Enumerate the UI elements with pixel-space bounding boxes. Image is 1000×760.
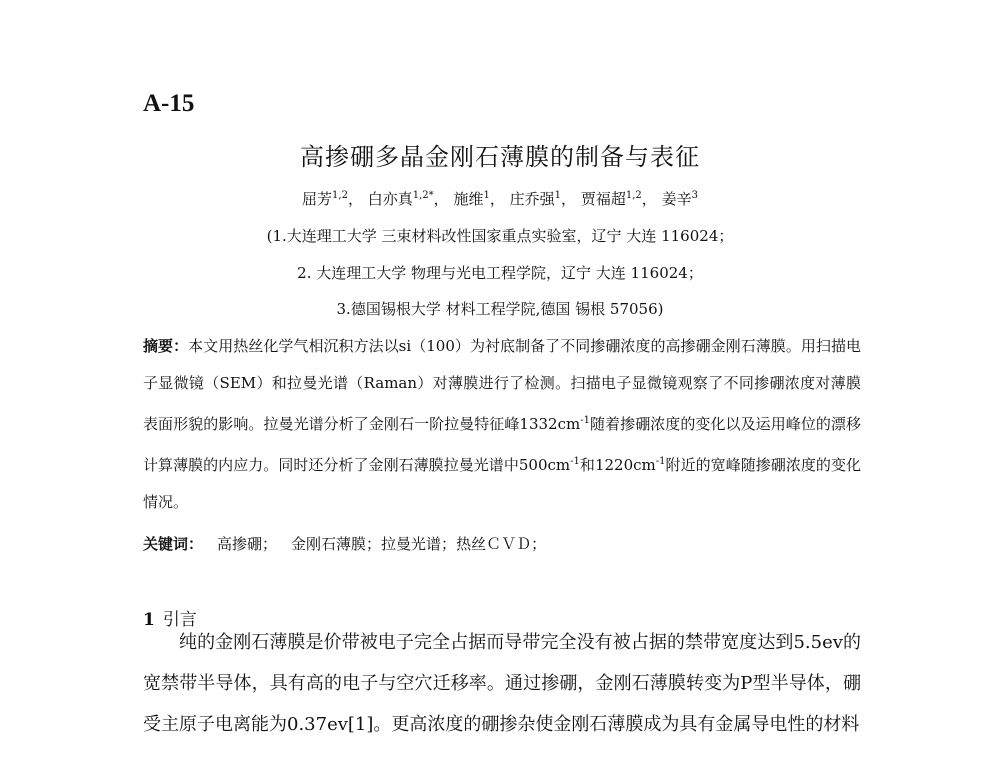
author-name: 白亦真 xyxy=(367,190,413,208)
author: 白亦真$^{1,2*}$， xyxy=(367,190,449,208)
body-paragraph: 纯的金刚石薄膜是价带被电子完全占据而导带完全没有被占据的禁带宽度达到5.5ev的宽禁带半导体，具有高的电子与空穴迁移率。通过掺硼，金刚石薄膜转变为P型半导体，硼受主原子电离能为0.37ev[1]。更高浓度的硼掺杂使金刚石薄膜成为具有金属导电性的材料 xyxy=(143,632,861,735)
author: 施维$^1$， xyxy=(453,190,505,208)
abstract-text: 附近的宽峰随掺硼浓度的变化情况。 xyxy=(143,456,861,511)
author-name: 施维 xyxy=(453,190,484,208)
keyword: 高掺硼； xyxy=(217,535,278,553)
paper-title: 高掺硼多晶金刚石薄膜的制备与表征 xyxy=(300,143,700,171)
author-affiliation-mark: 1,2 xyxy=(332,190,348,201)
author-name: 庄乔强 xyxy=(509,190,555,208)
abstract-label: 摘要： xyxy=(143,337,189,355)
affiliation-1: (1.大连理工大学 三束材料改性国家重点实验室，辽宁 大连 116024； xyxy=(266,227,734,245)
abstract-text: 随着掺硼浓度的变化以及运用峰位的漂移计算薄膜的内应力。同时还分析了金刚石薄膜拉曼光谱中500cm xyxy=(143,415,861,474)
author-affiliation-mark: 1 xyxy=(554,190,562,201)
author-name: 屈芳 xyxy=(302,190,333,208)
author-affiliation-mark: 1 xyxy=(483,190,490,201)
author-list xyxy=(0,188,1000,209)
abstract xyxy=(143,328,861,521)
author: 贾福超$^{1,2}$， xyxy=(580,190,657,208)
unit-superscript: -1 xyxy=(655,456,666,467)
affiliation-2: 2. 大连理工大学 物理与光电工程学院，辽宁 大连 116024； xyxy=(297,264,703,282)
keywords xyxy=(143,533,546,554)
unit-superscript: -1 xyxy=(570,456,580,467)
author-affiliation-mark: 1,2 xyxy=(625,190,642,201)
abstract-text: 和1220cm xyxy=(579,456,656,474)
section-title: 引言 xyxy=(162,610,197,630)
section-number: 1 xyxy=(143,610,155,630)
affiliation-3: 3.德国锡根大学 材料工程学院,德国 锡根 57056) xyxy=(336,300,664,318)
keyword: 金刚石薄膜； xyxy=(291,535,382,553)
author-name: 贾福超 xyxy=(580,190,626,208)
unit-superscript: -1 xyxy=(580,415,590,426)
author: 屈芳$^{1,2}$， xyxy=(302,190,363,208)
keyword: 热丝ＣＶＤ； xyxy=(456,535,547,553)
keywords-label: 关键词： xyxy=(143,535,204,553)
abstract-text: 本文用热丝化学气相沉积方法以si（100）为衬底制备了不同掺硼浓度的高掺硼金刚石薄膜。用扫描电子显微镜（SEM）和拉曼光谱（Raman）对薄膜进行了检测。扫描电子显微镜观察了不同掺硼浓度对薄膜表面形貌的影响。拉曼光谱分析了金刚石一阶拉曼特征峰1332cm xyxy=(143,337,861,433)
author: 庄乔强$^1$， xyxy=(509,190,577,208)
paper-code: A-15 xyxy=(143,90,195,117)
keyword: 拉曼光谱； xyxy=(381,535,457,553)
author xyxy=(662,190,698,208)
author-affiliation-mark: 3 xyxy=(691,190,698,201)
author-affiliation-mark: 1,2* xyxy=(412,190,434,201)
author-name: 姜辛 xyxy=(661,190,692,208)
